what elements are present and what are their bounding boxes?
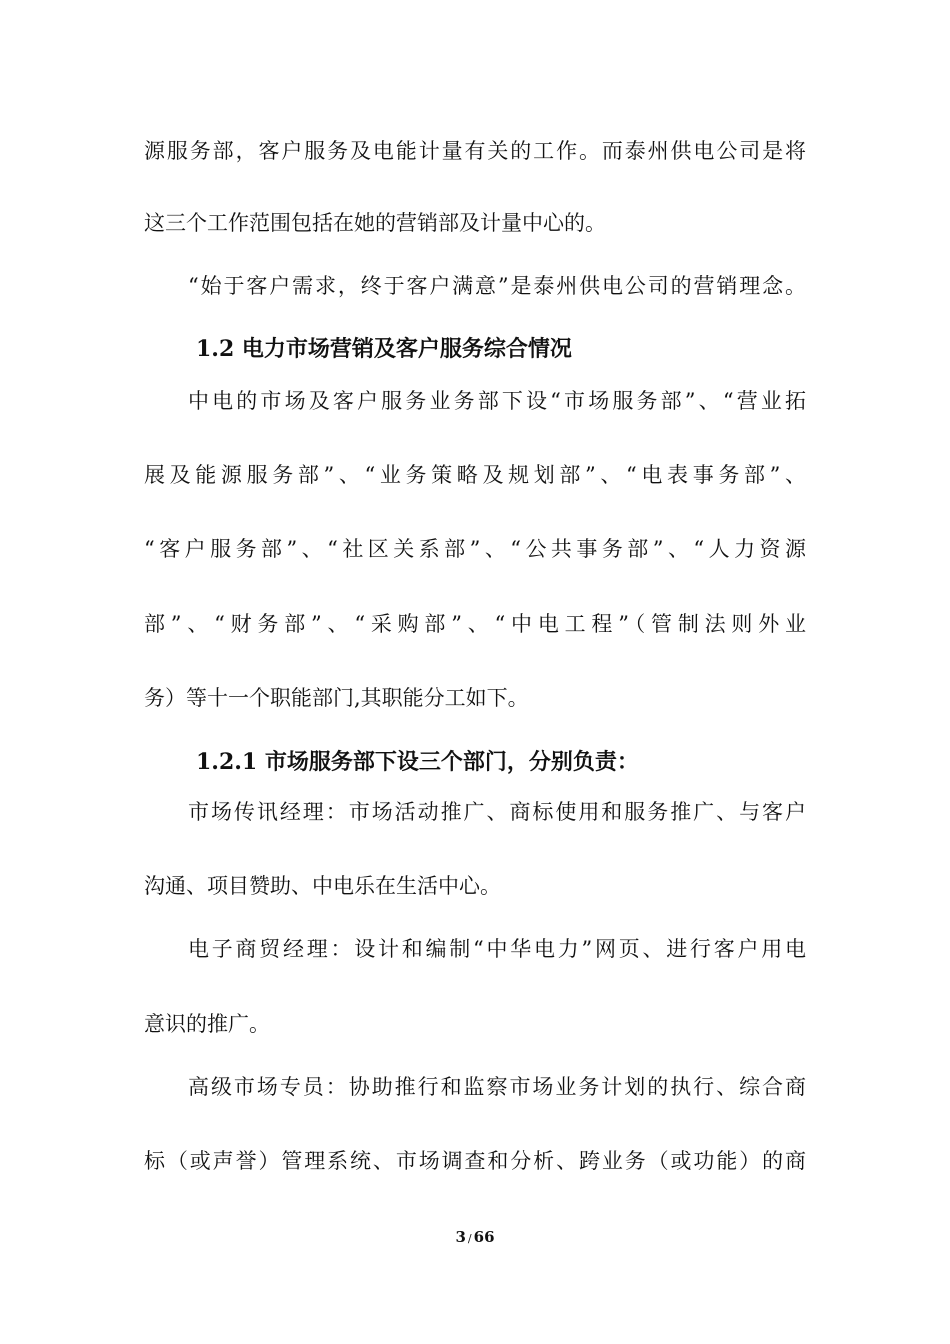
current-page-number: 3: [455, 1228, 466, 1246]
paragraph-line: 意识的推广。: [144, 1012, 270, 1036]
paragraph-line: 源服务部，客户服务及电能计量有关的工作。而泰州供电公司是将: [144, 139, 806, 163]
paragraph-line: “客户服务部”、“社区关系部”、“公共事务部”、“人力资源: [144, 537, 806, 561]
paragraph-line: 中电的市场及客户服务业务部下设“市场服务部”、“营业拓: [188, 389, 806, 413]
paragraph-line: 标（或声誉）管理系统、市场调查和分析、跨业务（或功能）的商: [144, 1149, 806, 1173]
paragraph-line: 展及能源服务部”、“业务策略及规划部”、“电表事务部”、: [144, 463, 806, 487]
paragraph-line: 电子商贸经理：设计和编制“中华电力”网页、进行客户用电: [188, 937, 806, 961]
page-separator: /: [467, 1232, 472, 1245]
total-pages-number: 66: [473, 1228, 495, 1246]
paragraph-line: 高级市场专员：协助推行和监察市场业务计划的执行、综合商: [188, 1075, 806, 1099]
paragraph-line: 这三个工作范围包括在她的营销部及计量中心的。: [144, 211, 606, 235]
section-heading-1-2: 1.2 电力市场营销及客户服务综合情况: [196, 336, 572, 362]
paragraph-line: 务）等十一个职能部门,其职能分工如下。: [144, 686, 529, 710]
page-number: [0, 1226, 950, 1250]
paragraph-line: 市场传讯经理：市场活动推广、商标使用和服务推广、与客户: [188, 800, 806, 824]
paragraph-line: 部”、“财务部”、“采购部”、“中电工程”（管制法则外业: [144, 612, 806, 636]
paragraph-line: 沟通、项目赞助、中电乐在生活中心。: [144, 874, 501, 898]
section-heading-1-2-1: 1.2.1 市场服务部下设三个部门，分别负责：: [196, 749, 639, 775]
paragraph-line: “始于客户需求，终于客户满意”是泰州供电公司的营销理念。: [188, 274, 806, 298]
